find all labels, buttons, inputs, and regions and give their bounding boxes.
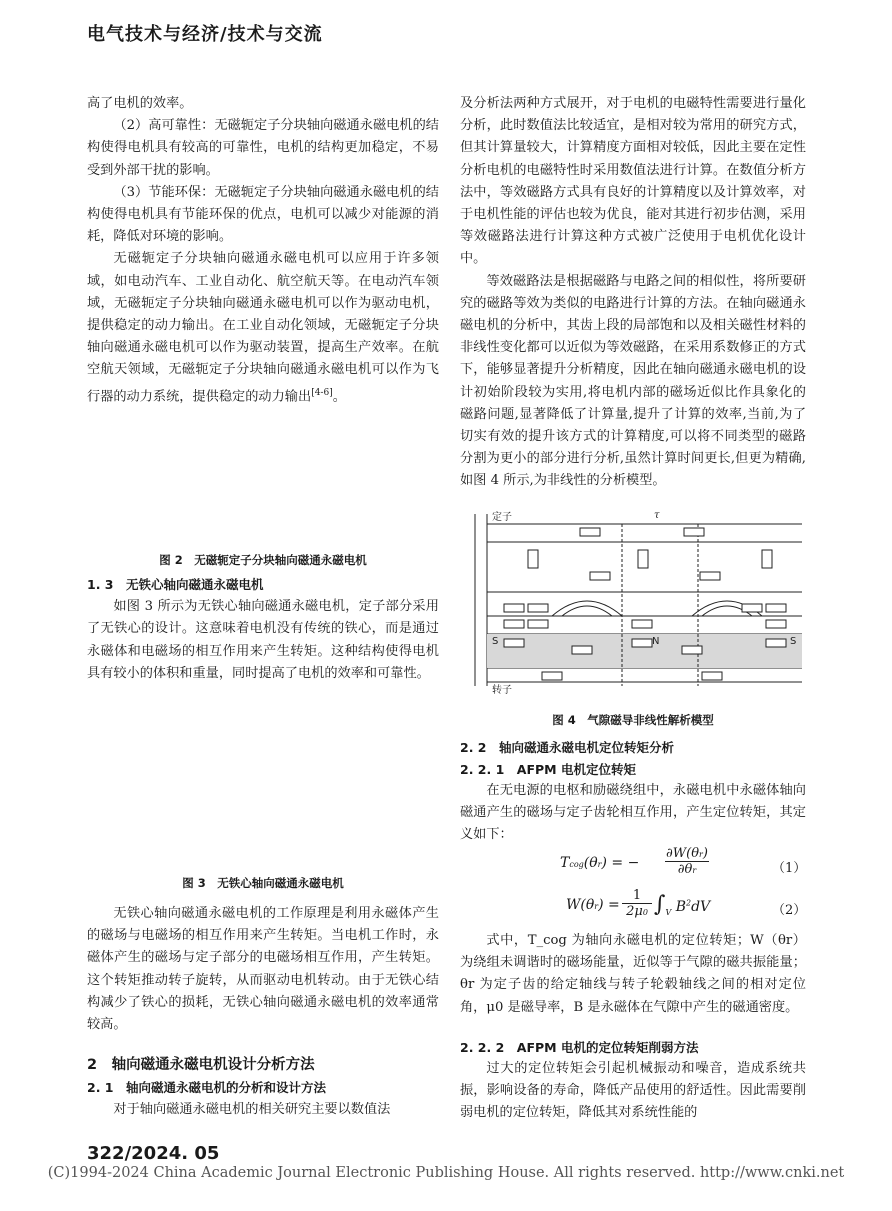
copyright-notice: (C)1994-2024 China Academic Journal Electronic Publishing House. All rights reserved. http://www.cnki.net: [47, 1165, 845, 1181]
right-column-end: [460, 1058, 806, 1125]
south-pole-label-right: S: [790, 636, 797, 647]
paragraph: 无铁心轴向磁通永磁电机的工作原理是利用永磁体产生的磁场与电磁场的相互作用来产生转矩。当电机工作时，永磁体产生的磁场与定子部分的电磁场相互作用，产生转矩。这个转矩推动转子旋转，从而驱动电机转动。由于无铁心结构减少了铁心的损耗，无铁心轴向磁通永磁电机的效率通常较高。: [87, 906, 439, 1033]
paragraph: 式中，T_cog 为轴向永磁电机的定位转矩；W（θr）为绕组未调谐时的磁场能量，近似等于气隙的磁共振能量；θr 为定子齿的给定轴线与转子轮毂轴线之间的相对定位角，μ0 是磁导率，B 是永磁体在气隙中产生的磁通密度。: [460, 933, 806, 1015]
paragraph: 及分析法两种方式展开，对于电机的电磁特性需要进行量化分析，此时数值法比较适宜，是相对较为常用的研究方式，但其计算量较大，计算精度方面相对较低，因此主要在定性分析电机的电磁特性时采用数值法进行计算。在数值分析方法中，等效磁路方式具有良好的计算精度以及计算效率，对于电机性能的评估也较为优良，能对其进行初步估测，采用等效磁路法进行计算这种方式被广泛使用于电机优化设计中。: [460, 96, 806, 267]
figure-2-caption: 图 2 无磁轭定子分块轴向磁通永磁电机: [159, 553, 367, 567]
journal-header: 电气技术与经济/技术与交流: [87, 24, 323, 45]
section-heading: 2. 1 轴向磁通永磁电机的分析和设计方法: [87, 1080, 326, 1095]
paragraph: 高了电机的效率。: [87, 96, 193, 111]
right-column-top: [460, 93, 806, 493]
section-heading: 2 轴向磁通永磁电机设计分析方法: [87, 1057, 315, 1073]
section-heading: 2. 2 轴向磁通永磁电机定位转矩分析: [460, 740, 674, 755]
right-column-bottom: [460, 930, 806, 1019]
equation-1: Tcog(θr) = −: [560, 855, 640, 871]
south-pole-label: S: [492, 636, 499, 647]
paragraph: （3）节能环保：无磁轭定子分块轴向磁通永磁电机的结构使得电机具有节能环保的优点，电机可以减少对能源的消耗，降低对环境的影响。: [87, 184, 439, 245]
equation-1-number: （1）: [772, 861, 807, 876]
paragraph: 在无电源的电枢和励磁绕组中，永磁电机中永磁体轴向磁通产生的磁场与定子齿轮相互作用，产生定位转矩，其定义如下：: [460, 783, 806, 843]
citation: [4-6]: [311, 387, 333, 398]
equation-2: W(θr) =: [566, 897, 620, 913]
rotor-label: 转子: [492, 685, 512, 696]
section-heading: 2. 2. 1 AFPM 电机定位转矩: [460, 762, 636, 777]
figure-3-caption: 图 3 无铁心轴向磁通永磁电机: [182, 876, 344, 890]
paragraph-text: 无磁轭定子分块轴向磁通永磁电机可以应用于许多领域，如电动汽车、工业自动化、航空航天等。在电动汽车领域，无磁轭定子分块轴向磁通永磁电机可以作为驱动电机，提供稳定的动力输出。在工业自动化领域，无磁轭定子分块轴向磁通永磁电机可以作为驱动装置，提高生产效率。在航空航天领域，无磁轭定子分块轴向磁通永磁电机可以作为飞行器的动力系统，提供稳定的动力输出: [87, 251, 439, 405]
figure-4-caption: 图 4 气隙磁导非线性解析模型: [552, 713, 714, 727]
left-column-top: [87, 93, 439, 408]
section-heading: 2. 2. 2 AFPM 电机的定位转矩削弱方法: [460, 1040, 699, 1055]
section-heading: 1. 3 无铁心轴向磁通永磁电机: [87, 577, 264, 592]
paragraph: 等效磁路法是根据磁路与电路之间的相似性，将所要研究的磁路等效为类似的电路进行计算的方法。在轴向磁通永磁电机的分析中，其齿上段的局部饱和以及相关磁性材料的非线性变化都可以近似为等效磁路，在采用系数修正的方式下，能够显著提升分析精度，因此在轴向磁通永磁电机的设计初始阶段较为实用,将电机内部的磁场近似比作具象化的磁路问题,显著降低了计算量,提升了计算的效率,当前,为了切实有效的提升该方式的计算精度,可以将不同类型的磁路分割为更小的部分进行分析,虽然计算时间更长,但更为精确,如图 4 所示,为非线性的分析模型。: [460, 273, 806, 489]
left-column-end: [87, 1099, 439, 1121]
north-pole-label: N: [652, 636, 660, 647]
paragraph-end: 。: [332, 389, 346, 405]
right-column-mid: [460, 780, 806, 847]
left-column-bottom: [87, 903, 439, 1036]
page-number: 322/2024. 05: [87, 1143, 220, 1164]
figure-4-diagram: [462, 506, 807, 696]
paragraph: 对于轴向磁通永磁电机的相关研究主要以数值法: [113, 1102, 391, 1117]
equation-1-fraction: ∂W(θr) ∂θr: [666, 846, 708, 877]
equation-2-integral: $\int_V$ $B^2dV$: [654, 892, 711, 917]
paragraph: [87, 248, 439, 408]
paragraph: 过大的定位转矩会引起机械振动和噪音，造成系统共振，影响设备的寿命，降低产品使用的舒适性。因此需要削弱电机的定位转矩，降低其对系统性能的: [460, 1061, 806, 1121]
paragraph: 如图 3 所示为无铁心轴向磁通永磁电机，定子部分采用了无铁心的设计。这意味着电机没有传统的铁心，而是通过永磁体和电磁场的相互作用来产生转矩。这种结构使得电机具有较小的体积和重量，同时提高了电机的效率和可靠性。: [87, 599, 439, 681]
equation-2-fraction: 1 2μ0: [622, 888, 652, 919]
left-column-mid: [87, 574, 439, 685]
equation-2-number: （2）: [772, 903, 807, 918]
stator-label: 定子: [492, 512, 512, 523]
paragraph: （2）高可靠性：无磁轭定子分块轴向磁通永磁电机的结构使得电机具有较高的可靠性，电机的结构更加稳定，不易受到外部干扰的影响。: [87, 118, 439, 178]
pole-pitch-label: τ: [654, 510, 660, 521]
